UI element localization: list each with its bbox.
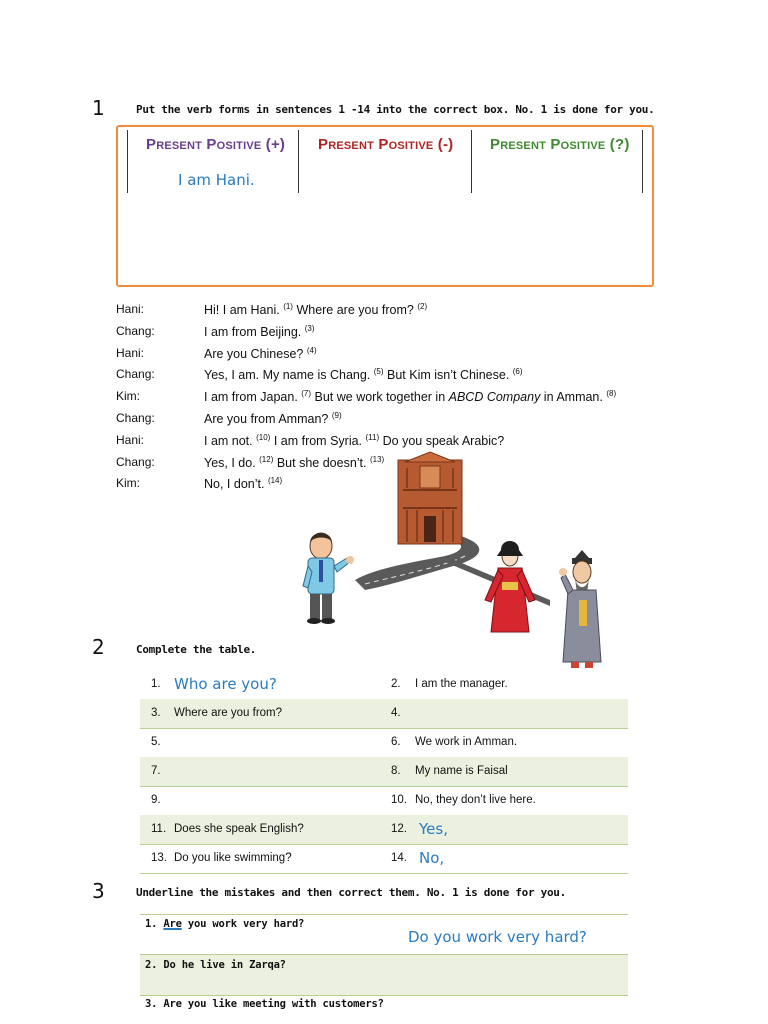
illustration <box>295 450 615 680</box>
dialogue-text: Are you from Amman? <box>204 412 332 427</box>
sentence-number: (4) <box>306 346 317 355</box>
handwritten-answer: Who are you? <box>174 675 277 693</box>
cell-text: Does she speak English? <box>174 823 304 835</box>
underlined-mistake: Are <box>163 918 182 930</box>
scholar-character-icon <box>559 550 601 668</box>
table-row <box>140 786 628 815</box>
row-number: 8. <box>391 765 401 777</box>
sentence-number: (8) <box>606 389 617 398</box>
dialogue-line <box>204 324 315 339</box>
column-divider <box>127 130 128 193</box>
dialogue-text: But we work together in <box>311 390 449 405</box>
woman-character-icon <box>485 541 535 632</box>
dialogue-line <box>204 476 282 491</box>
dialogue-text: Are you Chinese? <box>204 347 307 362</box>
row-number: 9. <box>151 794 161 806</box>
column-header-positive: Present Positive (+) <box>146 136 286 153</box>
correction-answer: Do you work very hard? <box>408 928 587 946</box>
sentence-number: (2) <box>417 302 428 311</box>
exercise-1-instruction: Put the verb forms in sentences 1 -14 into the correct box. No. 1 is done for you. <box>136 103 655 116</box>
column-divider <box>642 130 643 193</box>
column-divider <box>298 130 299 193</box>
row-number: 1. <box>151 678 161 690</box>
speaker-label: Chang: <box>116 455 155 469</box>
row-number: 2. <box>391 678 401 690</box>
dialogue-line <box>204 411 342 426</box>
column-header-negative: Present Positive (-) <box>318 136 454 153</box>
column-divider <box>471 130 472 193</box>
dialogue-text: Do you speak Arabic? <box>379 434 505 449</box>
row-number: 5. <box>151 736 161 748</box>
sentence-number: (5) <box>373 367 384 376</box>
dialogue-text: I am from Beijing. <box>204 325 305 340</box>
exercise-3-instruction: Underline the mistakes and then correct them. No. 1 is done for you. <box>136 886 566 899</box>
exercise-3-number: 3 <box>92 879 105 903</box>
row-number: 14. <box>391 852 407 864</box>
row-number: 12. <box>391 823 407 835</box>
speaker-label: Chang: <box>116 367 155 381</box>
sentence-number: (14) <box>267 476 283 485</box>
cell-text: My name is Faisal <box>415 765 508 777</box>
item-text: Do he live in Zarqa? <box>163 959 286 971</box>
row-divider <box>140 873 628 874</box>
item-number: 2. <box>145 959 158 971</box>
item-number: 3. <box>145 998 158 1010</box>
dialogue-text: But Kim isn’t Chinese. <box>383 368 513 383</box>
speaker-label: Hani: <box>116 433 145 447</box>
item-text: Are you like meeting with customers? <box>163 998 384 1010</box>
exercise-1-number: 1 <box>92 96 105 120</box>
mistake-item-3 <box>145 998 384 1010</box>
dialogue-line <box>204 346 317 361</box>
dialogue-text: Hi! I am Hani. <box>204 303 284 318</box>
mistake-item-2 <box>145 959 286 971</box>
dialogue-text: in Amman. <box>540 390 607 405</box>
dialogue-line <box>204 433 504 448</box>
dialogue-text: I am from Japan. <box>204 390 302 405</box>
exercise-2-instruction: Complete the table. <box>136 643 257 656</box>
mistake-item-1 <box>145 918 304 930</box>
row-divider <box>140 995 628 996</box>
sentence-number: (6) <box>512 367 523 376</box>
table-row <box>140 757 628 786</box>
dialogue-text: Yes, I am. My name is Chang. <box>204 368 374 383</box>
dialogue-text: Where are you from? <box>292 303 418 318</box>
item-rest: you work very hard? <box>181 918 305 930</box>
dialogue-text: Yes, I do. <box>204 456 260 471</box>
speaker-label: Chang: <box>116 324 155 338</box>
petra-treasury-icon <box>398 452 462 544</box>
cell-text: No, they don’t live here. <box>415 794 536 806</box>
sentence-number: (7) <box>301 389 312 398</box>
row-number: 10. <box>391 794 407 806</box>
sentence-number: (1) <box>283 302 293 311</box>
dialogue-line <box>204 302 427 317</box>
dialogue-line <box>204 367 523 382</box>
item-number: 1. <box>145 918 158 930</box>
sentence-number: (12) <box>259 455 274 464</box>
table-row <box>140 728 628 757</box>
man-character-icon <box>303 533 354 624</box>
speaker-label: Chang: <box>116 411 155 425</box>
dialogue-text: ABCD Company <box>448 390 541 405</box>
dialogue-text: But she doesn’t. <box>273 456 370 471</box>
sentence-number: (3) <box>304 324 315 333</box>
sentence-number: (9) <box>331 411 342 420</box>
dialogue-text: I am not. <box>204 434 257 449</box>
dialogue-text: No, I don’t. <box>204 477 268 492</box>
cell-text: Do you like swimming? <box>174 852 292 864</box>
cell-text: We work in Amman. <box>415 736 518 748</box>
row-number: 3. <box>151 707 161 719</box>
handwritten-answer: Yes, <box>419 820 448 838</box>
speaker-label: Kim: <box>116 389 140 403</box>
cell-text: Where are you from? <box>174 707 283 719</box>
row-number: 7. <box>151 765 161 777</box>
sentence-number: (13) <box>369 455 385 464</box>
row-number: 13. <box>151 852 167 864</box>
row-number: 4. <box>391 707 401 719</box>
exercise-2-number: 2 <box>92 635 105 659</box>
handwritten-answer: No, <box>419 849 445 867</box>
speaker-label: Hani: <box>116 346 145 360</box>
example-answer: I am Hani. <box>178 171 255 189</box>
row-number: 6. <box>391 736 401 748</box>
sentence-number: (10) <box>256 433 271 442</box>
speaker-label: Kim: <box>116 476 140 490</box>
column-header-question: Present Positive (?) <box>490 136 630 153</box>
dialogue-text: I am from Syria. <box>270 434 366 449</box>
cell-text: I am the manager. <box>415 678 508 690</box>
dialogue-line <box>204 389 616 404</box>
sentence-number: (11) <box>365 433 380 442</box>
row-number: 11. <box>151 823 167 835</box>
speaker-label: Hani: <box>116 302 145 316</box>
